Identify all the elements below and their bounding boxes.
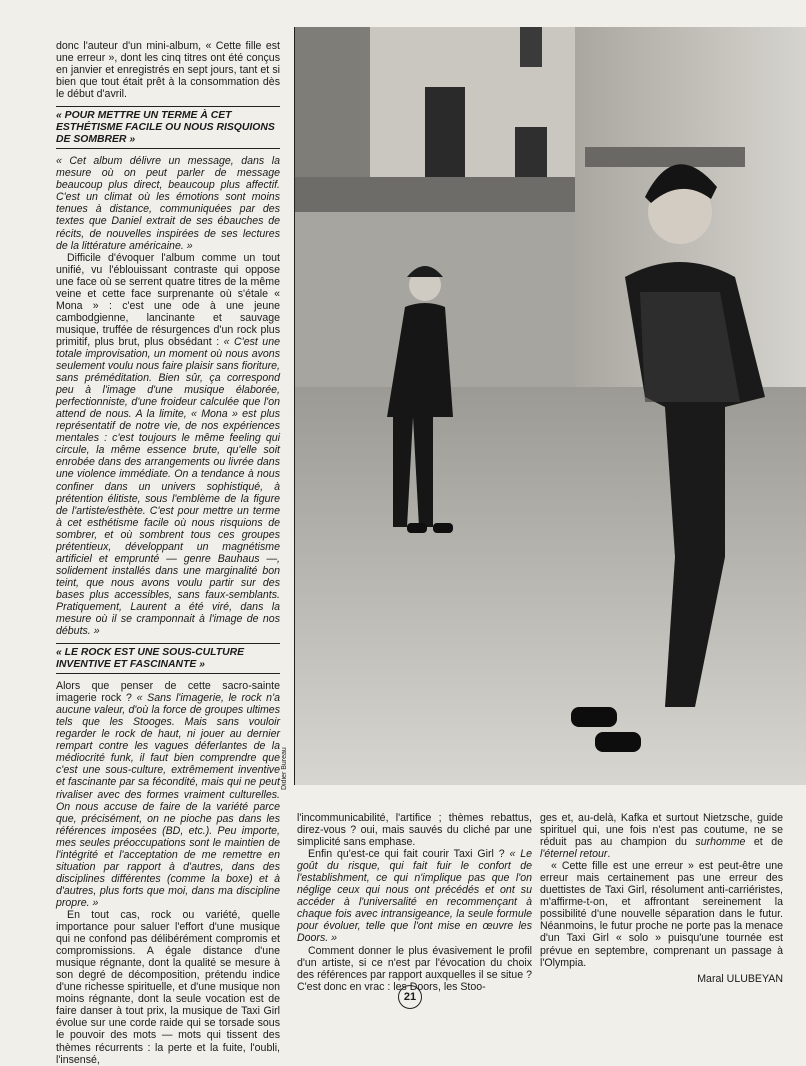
middle-column bbox=[297, 812, 532, 993]
body-text: . bbox=[607, 848, 611, 861]
photo-credit: Didier Bureau bbox=[281, 747, 288, 790]
body-text: Alors que penser de cette sacro-sainte imagerie rock ? bbox=[56, 680, 280, 705]
italic-term: surhomme bbox=[695, 836, 746, 849]
section-heading-2: « LE ROCK EST UNE SOUS-CULTURE INVENTIVE ET FASCINANTE » bbox=[56, 643, 280, 674]
photo-icon bbox=[295, 27, 806, 785]
quote-text: « C'est une totale improvisation, un moment où nous avons seulement voulu nous faire plaisir sans fioriture, sans préméditation. Bien sûr, ça correspond peu à l'image d'une musique élaborée, perfectionniste, d'une froideur calculée que l'on attend de nous. A la limite, « Mona » est plus représentatif de notre vie, de nos expériences mentales : c'est toujours le même feeling qui circule, la même essence brute, qu'elle soit enrobée dans des arrangements ou livrée dans une violence immédiate. On a tendance à nous confiner dans un univers sophistiqué, à prétention élitiste, sous l'emblème de la figure de l'artiste/esthète. C'est pour mettre un terme à cet esthétisme facile où nous risquions de sombrer, et où sombrent tous ces groupes prétentieux, développant un magnétisme artificiel et emprunté — genre Bauhaus —, solidement installés dans une marginalité bon teint, que nous avons voulu partir sur des bases plus accessibles, sans faux-semblants. Pratiquement, Laurent a été viré, dans la mesure où il se cramponnait à l'image de nos débuts. » bbox=[56, 335, 280, 638]
band-photo bbox=[294, 27, 806, 785]
body-paragraph-7 bbox=[540, 812, 783, 860]
body-text: ges et, au-delà, Kafka et surtout Nietzsche, guide spirituel qui, une fois n'est pas coutume, ne se réduit pas au champion du bbox=[540, 812, 783, 849]
body-text: Enfin qu'est-ce qui fait courir Taxi Girl ? bbox=[308, 848, 510, 861]
section-heading-1: « POUR METTRE UN TERME À CET ESTHÉTISME FACILE OU NOUS RISQUIONS DE SOMBRER » bbox=[56, 106, 280, 149]
body-paragraph-6: Comment donner le plus évasivement le profil d'un artiste, si ce n'est par l'évocation du choix des références par rapport auxquelles il se situe ? C'est donc en vrac : les Doors, les Stoo- bbox=[297, 944, 532, 993]
body-paragraph-3: En tout cas, rock ou variété, quelle importance pour saluer l'effort d'une musique qui ne confond pas délibérément compromis et compromissions. A égale distance d'une musique régnante, dont la qualité se mesure à son degré de décomposition, prétendu indice d'une richesse spirituelle, et d'une musique non moins régnante, dont la seule vocation est de faire danser à tout prix, la musique de Taxi Girl évolue sur une corde raide qui se torsade sous le pouvoir des mots — mots qui tissent des thèmes récurrents : la perte et la fuite, l'oubli, l'insensé, bbox=[56, 909, 280, 1066]
quote-text: « Sans l'imagerie, le rock n'a aucune valeur, d'où la force de groupes ultimes tels que les Stooges. Mais sans vouloir regarder le rock de haut, ni jouer au dernier rempart contre les vagues déferlantes de la médiocrité funk, il faut bien comprendre que c'est une sous-culture, extrêmement inventive et fascinante par sa fécondité, mais qui ne peut rivaliser avec des formes vraiment culturelles. On nous accuse de faire de la variété parce que, précisément, on ne pioche pas dans les références imposées (BD, etc.). Peu importe, mes seules préoccupations sont le maintien de l'intégrité et l'acceptation de me remettre en situation par rapport à d'autres, dans des disciplines différentes (comme la boxe) et à d'autres, plus forts que moi, dans ma discipline propre. » bbox=[56, 692, 280, 909]
body-text: et de bbox=[745, 836, 783, 849]
body-paragraph-8: « Cette fille est une erreur » est peut-être une erreur mais certainement pas une erreur des duettistes de Taxi Girl, résolument anti-carriéristes, m'affirme-t-on, et affrontant sereinement la possibilité d'une nouvelle séparation dans le futur. Néanmoins, le futur proche ne porte pas la menace d'un Taxi Girl « solo » puisqu'une tournée est prévue en septembre, comprenant un passage à l'Olympia. bbox=[540, 860, 783, 969]
body-paragraph-2 bbox=[56, 680, 280, 909]
body-paragraph-4: l'incommunicabilité, l'artifice ; thèmes rebattus, direz-vous ? oui, mais sauvés du cliché par une simplicité sans emphase. bbox=[297, 812, 532, 849]
body-text: Difficile d'évoquer l'album comme un tout unifié, vu l'éblouissant contraste qui oppose une face où se serrent quatre titres de la même veine et cette face surprenante où s'étale « Mona » : c'est une ode à une jeune cambodgienne, lancinante et sauvage musique, truffée de résurgences d'un rock plus primitif, plus brut, plus obsédant : bbox=[56, 251, 280, 348]
body-paragraph-1 bbox=[56, 252, 280, 638]
body-paragraph-5 bbox=[297, 848, 532, 944]
quote-text: « Cet album délivre un message, dans la mesure où on peut parler de message beaucoup plus direct, beaucoup plus affectif. C'est un climat où les émotions sont moins tenues à distance, communiquées par des textes que Daniel extrait de ses ébauches de récits, de nouvelles inspirées de ses lectures de la littérature américaine. » bbox=[56, 155, 280, 252]
quote-text: « Le goût du risque, qui fait fuir le confort de l'establishment, ce qui n'implique pas que l'on néglige ceux qui nous ont précédés et ont su accéder à l'universalité en recommençant à chaque fois avec intransigeance, la seule formule pour évoluer, telle que l'ont mise en œuvre les Doors. » bbox=[297, 848, 532, 945]
left-column bbox=[56, 40, 280, 1066]
quote-paragraph-1 bbox=[56, 155, 280, 251]
right-column bbox=[540, 812, 783, 985]
intro-paragraph: donc l'auteur d'un mini-album, « Cette fille est une erreur », dont les cinq titres ont été conçus en janvier et enregistrés en sept jours, tant et si bien que tout était prêt à la consommation dès le début d'avril. bbox=[56, 40, 280, 101]
author-signature: Maral ULUBEYAN bbox=[697, 972, 783, 985]
page-number: 21 bbox=[398, 985, 422, 1009]
italic-term: l'éternel retour bbox=[540, 848, 608, 861]
